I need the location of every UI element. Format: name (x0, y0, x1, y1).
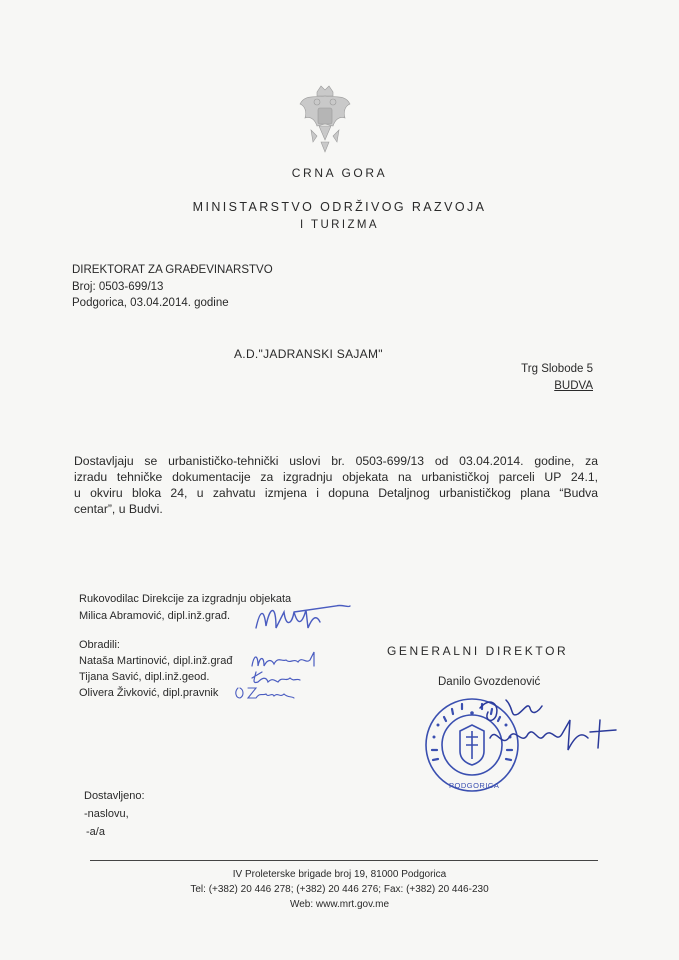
signature-director (470, 690, 630, 770)
director-name: Danilo Gvozdenović (438, 676, 541, 688)
footer-contacts: Tel: (+382) 20 446 278; (+382) 20 446 276; Fax: (+382) 20 446-230 (190, 884, 489, 895)
prepared-person: Nataša Martinović, dipl.inž.građ (79, 655, 233, 667)
coat-of-arms-icon (297, 84, 353, 156)
head-title: Rukovodilac Direkcije za izgradnju objekata (79, 593, 292, 605)
prepared-person: Tijana Savić, dipl.inž.geod. (79, 671, 210, 683)
body-line: u okviru bloka 24, u zahvatu izmjena i dopuna Detaljnog urbanističkog plana “Budva (74, 486, 598, 500)
delivery-label: Dostavljeno: (84, 790, 145, 802)
body-line: centar”, u Budvi. (74, 502, 163, 516)
ministry-name-line1: MINISTARSTVO ODRŽIVOG RAZVOJA (192, 200, 487, 214)
head-name: Milica Abramović, dipl.inž.građ. (79, 610, 231, 622)
reference-number: Broj: 0503-699/13 (72, 281, 164, 293)
delivery-item: -a/a (86, 826, 105, 838)
recipient-street: Trg Slobode 5 (521, 363, 593, 375)
country-name: CRNA GORA (291, 166, 388, 180)
director-title: GENERALNI DIREKTOR (387, 644, 569, 658)
signature-head (246, 598, 356, 638)
body-line: izradu tehničke dokumentacije za izgradnju objekata na urbanističkoj parceli UP 24.1, (74, 470, 598, 484)
department-name: DIREKTORAT ZA GRAĐEVINARSTVO (72, 264, 273, 276)
prepared-label: Obradili: (79, 639, 120, 651)
footer-divider (90, 860, 598, 861)
body-line: Dostavljaju se urbanističko-tehnički uslovi br. 0503-699/13 od 03.04.2014. godine, za (74, 454, 598, 468)
ministry-name-line2: I TURIZMA (300, 219, 379, 231)
footer-web: Web: www.mrt.gov.me (289, 899, 390, 910)
signature-zivkovic (232, 682, 296, 704)
recipient-name: A.D."JADRANSKI SAJAM" (234, 347, 383, 361)
place-date: Podgorica, 03.04.2014. godine (72, 297, 229, 309)
footer-address: IV Proleterske brigade broj 19, 81000 Podgorica (232, 869, 447, 880)
prepared-person: Olivera Živković, dipl.pravnik (79, 687, 219, 699)
stamp-city: PODGORICA (449, 781, 500, 790)
recipient-city: BUDVA (554, 380, 593, 392)
letter-body (74, 453, 598, 517)
delivery-item: -naslovu, (84, 808, 129, 820)
